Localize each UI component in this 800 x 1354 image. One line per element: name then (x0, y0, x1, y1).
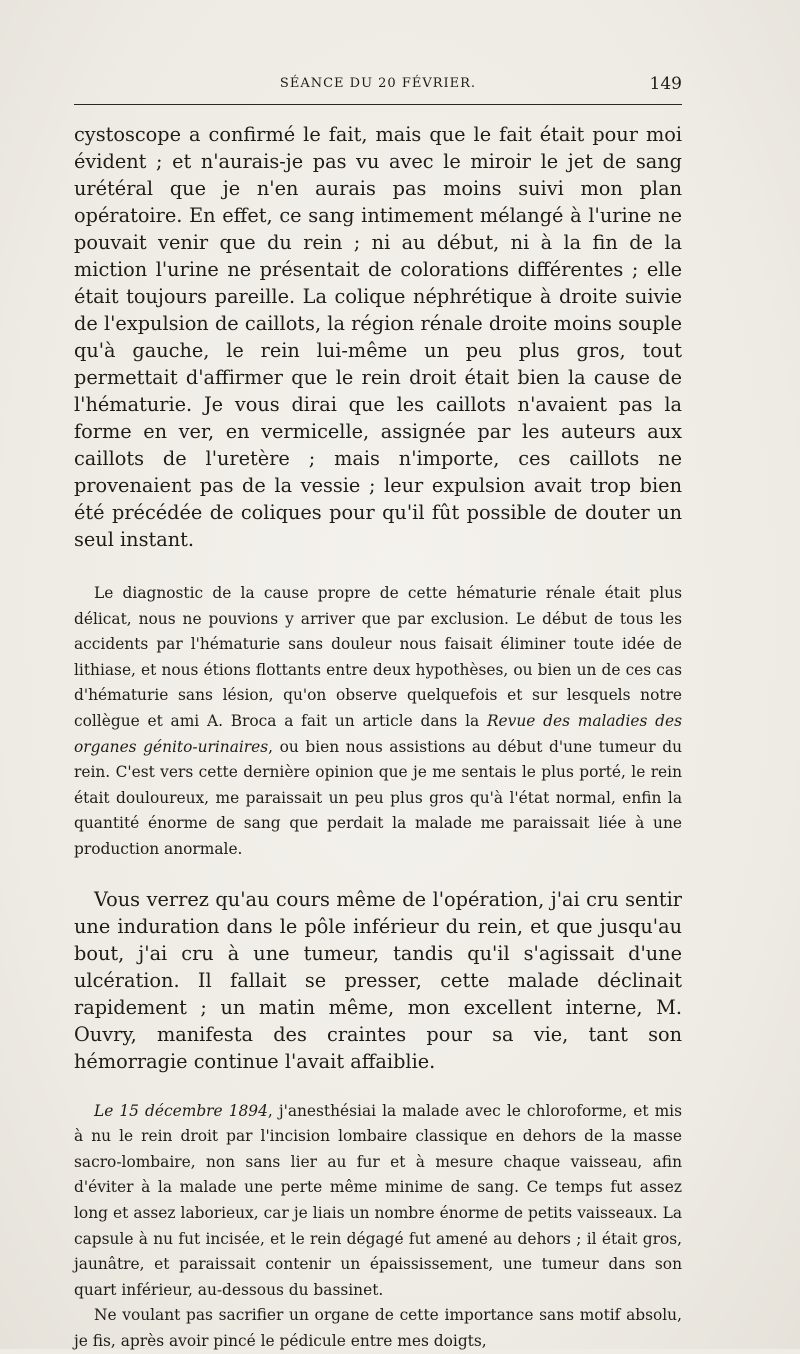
page-header (74, 74, 682, 98)
journal-title: Revue des maladies des organes génito-urinaires (74, 711, 682, 756)
paragraph-continued: cystoscope a confirmé le fait, mais que le fait était pour moi évident ; et n'aurais-je pas vu avec le miroir le jet de sang urétéral que je n'en aurais pas moins suivi mon plan opératoire. En effet, ce sang intimement mélangé à l'urine ne pouvait venir que du rein ; ni au début, ni à la fin de la miction l'urine ne présentait de colorations différentes ; elle était toujours pareille. La colique néphrétique à droite suivie de l'expulsion de caillots, la région rénale droite moins souple qu'à gauche, le rein lui-même un peu plus gros, tout permettait d'affirmer que le rein droit était bien la cause de l'hématurie. Je vous dirai que les caillots n'avaient pas la forme en ver, en vermicelle, assignée par les auteurs aux caillots de l'uretère ; mais n'importe, ces caillots ne provenaient pas de la vessie ; leur expulsion avait trop bien été précédée de coliques pour qu'il fût possible de douter un seul instant. (74, 123, 682, 551)
paragraph-operation (74, 1099, 682, 1304)
paragraph-diagnostic (74, 581, 682, 863)
paragraph-final: Ne voulant pas sacrifier un organe de cette importance sans motif absolu, je fis, après avoir pincé le pédicule entre mes doigts, (74, 1306, 682, 1350)
operation-date: Le 15 décembre 1894 (94, 1101, 268, 1120)
paragraph-diagnostic-text-2: , ou bien nous assistions au début d'une tumeur du rein. C'est vers cette dernière opinion que je me sentais le plus porté, le rein était douloureux, me paraissait un peu plus gros qu'à l'état normal, enfin la quantité énorme de sang que perdait la malade me paraissait liée à une production anormale. (74, 737, 682, 858)
paragraph-operation-text: , j'anesthésiai la malade avec le chloroforme, et mis à nu le rein droit par l'incision lombaire classique en dehors de la masse sacro-lombaire, non sans lier au fur et à mesure chaque vaisseau, afin d'éviter à la malade une perte même minime de sang. Ce temps fut assez long et assez laborieux, car je liais un nombre énorme de petits vaisseaux. La capsule à nu fut incisée, et le rein dégagé fut amené au dehors ; il était gros, jaunâtre, et paraissait contenir un épaississement, une tumeur dans son quart inférieur, au-dessous du bassinet. (74, 1101, 682, 1299)
running-head: SÉANCE DU 20 FÉVRIER. (279, 76, 477, 91)
page-number: 149 (649, 74, 682, 94)
header-rule (74, 104, 682, 105)
page-body (74, 121, 682, 1354)
paragraph-operation-note: Vous verrez qu'au cours même de l'opération, j'ai cru sentir une induration dans le pôle inférieur du rein, et que jusqu'au bout, j'ai cru à une tumeur, tandis qu'il s'agissait d'une ulcération. Il fallait se presser, cette malade déclinait rapidement ; un matin même, mon excellent interne, M. Ouvry, manifesta des craintes pour sa vie, tant son hémorragie continue l'avait affaiblie. (74, 887, 682, 1073)
paragraph-diagnostic-text-1: Le diagnostic de la cause propre de cette hématurie rénale était plus délicat, nous ne pouvions y arriver que par exclusion. Le début de tous les accidents par l'hématurie sans douleur nous faisait éliminer toute idée de lithiase, et nous étions flottants entre deux hypothèses, ou bien un de ces cas d'hématurie sans lésion, qu'on observe quelquefois et sur lesquels notre collègue et ami A. Broca a fait un article dans la (74, 584, 682, 730)
